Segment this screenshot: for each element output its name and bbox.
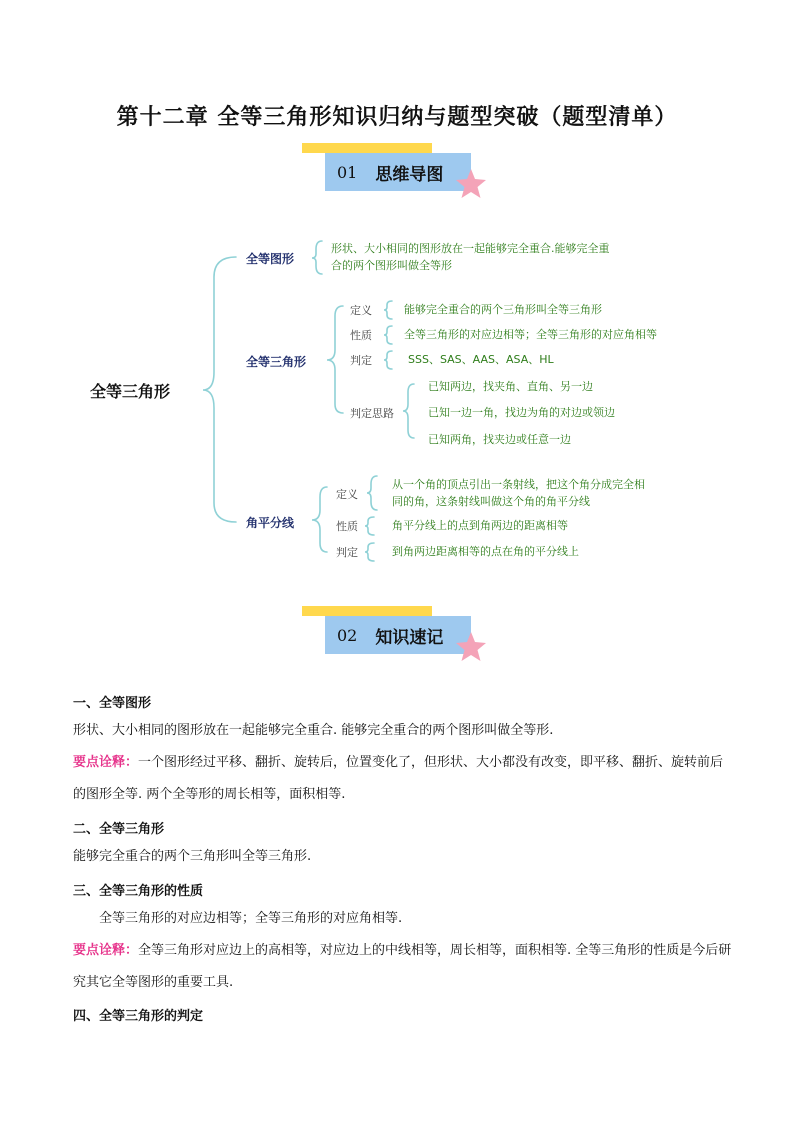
mindmap-text: 到角两边距离相等的点在角的平分线上 (392, 545, 579, 558)
paragraph: 能够完全重合的两个三角形叫全等三角形. (73, 849, 312, 864)
mindmap-sub-label: 判定 (350, 354, 372, 367)
mindmap-sub-label: 定义 (336, 488, 358, 501)
badge-label-box (325, 616, 471, 654)
key-point-text: 全等三角形对应边上的高相等，对应边上的中线相等，周长相等，面积相等. 全等三角形的性质是今后研究其它全等图形的重要工具. (73, 943, 732, 990)
section-number: 01 (337, 162, 358, 182)
page-title: 第十二章 全等三角形知识归纳与题型突破（题型清单） (116, 105, 678, 130)
mindmap-root: 全等三角形 (90, 382, 171, 401)
star-icon (454, 630, 488, 664)
mindmap-text (392, 476, 645, 510)
mindmap-branch-congruent-figures: 全等图形 (246, 252, 295, 266)
mindmap-text-line: 形状、大小相同的图形放在一起能够完全重合.能够完全重 (331, 242, 610, 255)
section-number: 02 (337, 625, 358, 645)
key-point-paragraph (73, 747, 733, 811)
paragraph: 全等三角形的对应边相等；全等三角形的对应角相等. (99, 911, 403, 926)
heading-criteria: 四、全等三角形的判定 (73, 1009, 204, 1024)
section-label: 思维导图 (375, 164, 444, 185)
mindmap-text: 已知两边，找夹角、直角、另一边 (428, 380, 593, 393)
section-badge-notes (298, 606, 488, 666)
mindmap-branch-congruent-triangles: 全等三角形 (246, 355, 307, 369)
mindmap-text: 能够完全重合的两个三角形叫全等三角形 (404, 303, 602, 316)
mindmap-sub-label: 性质 (336, 520, 358, 533)
mindmap-text-line: 从一个角的顶点引出一条射线，把这个角分成完全相 (392, 478, 645, 491)
key-point-label: 要点诠释： (73, 755, 139, 770)
mindmap-text: 已知两角，找夹边或任意一边 (428, 433, 571, 446)
mindmap-branch-angle-bisector: 角平分线 (246, 516, 295, 530)
badge-accent-bar (302, 606, 432, 616)
mindmap-text-line: 合的两个图形叫做全等形 (331, 259, 452, 272)
mindmap-sub-label: 判定 (336, 546, 358, 559)
section-label: 知识速记 (375, 627, 444, 648)
mindmap-text (331, 240, 610, 274)
key-point-paragraph (73, 935, 733, 999)
mindmap-text: SSS、SAS、AAS、ASA、HL (408, 353, 554, 366)
key-point-label: 要点诠释： (73, 943, 139, 958)
mindmap-text-line: 同的角，这条射线叫做这个角的角平分线 (392, 495, 590, 508)
heading-congruent-figures: 一、全等图形 (73, 696, 152, 711)
mindmap-text: 角平分线上的点到角两边的距离相等 (392, 519, 568, 532)
mindmap-sub-label: 判定思路 (350, 407, 394, 420)
mindmap-text: 全等三角形的对应边相等；全等三角形的对应角相等 (404, 328, 657, 341)
mindmap-sub-label: 性质 (350, 329, 372, 342)
heading-properties: 三、全等三角形的性质 (73, 884, 204, 899)
key-point-text: 一个图形经过平移、翻折、旋转后，位置变化了，但形状、大小都没有改变，即平移、翻折、旋转前后的图形全等. 两个全等形的周长相等，面积相等. (73, 755, 724, 802)
paragraph: 形状、大小相同的图形放在一起能够完全重合. 能够完全重合的两个图形叫做全等形. (73, 723, 554, 738)
mindmap-text: 已知一边一角，找边为角的对边或领边 (428, 406, 615, 419)
heading-congruent-triangles: 二、全等三角形 (73, 822, 165, 837)
mindmap-sub-label: 定义 (350, 304, 372, 317)
